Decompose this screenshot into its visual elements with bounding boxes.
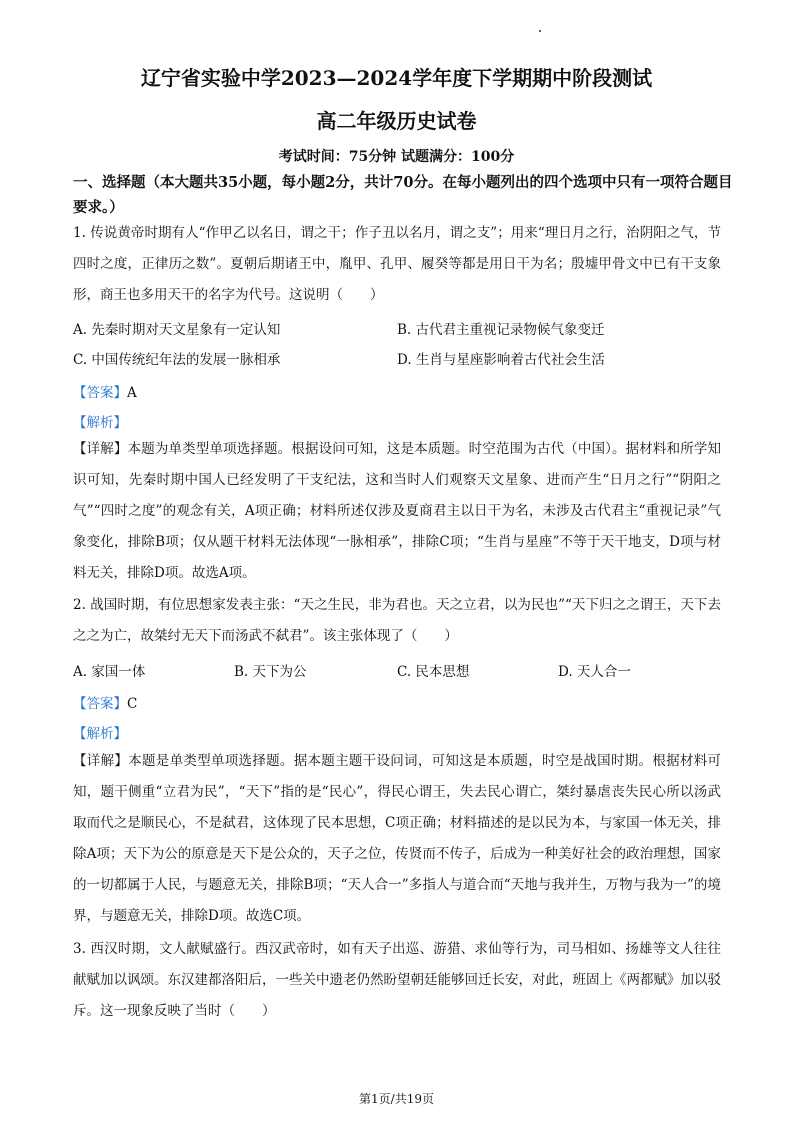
detail-tag: 【详解】: [73, 441, 128, 457]
question-1-stem: 1. 传说黄帝时期有人“作甲乙以名日，谓之干；作子丑以名月，谓之支”；用来“理日月之行，治阴阳之气，节四时之度，正律历之数”。夏朝后期诸王中，胤甲、孔甲、履癸等都是用日干为名；殷墟甲骨文中已有干支象形，商王也多用天干的名字为代号。这说明（ ）: [73, 225, 721, 303]
page-number: 第1页/共19页: [359, 1092, 434, 1106]
question-1-detail: [73, 434, 721, 589]
detail-text: 本题是单类型单项选择题。据本题主题干设问词，可知这是本质题，时空是战国时期。根据材料可知，题干侧重“立君为民”，“天下”指的是“民心”，得民心谓王，失去民心谓亡，桀纣暴虐丧失民心所以汤武取而代之是顺民心，不是弑君，这体现了民本思想，C项正确；材料描述的是以民为本，与家国一体无关，排除A项；天下为公的原意是天下是公众的，天子之位，传贤而不传子，后成为一种美好社会的政治理想，国家的一切都属于人民，与题意无关，排除B项；“天人合一”多指人与道合而“天地与我并生，万物与我为一”的境界，与题意无关，排除D项。故选C项。: [73, 753, 722, 924]
question-2-analysis: [73, 722, 127, 742]
answer-tag: 【答案】: [73, 385, 127, 401]
answer-value: A: [127, 385, 137, 401]
question-2-stem: 2. 战国时期，有位思想家发表主张：“天之生民，非为君也。天之立君，以为民也”“天下归之之谓王，天下去之之为亡，故桀纣无天下而汤武不弑君”。该主张体现了（ ）: [73, 597, 721, 644]
question-1-analysis: [73, 411, 127, 431]
question-1-answer: [73, 381, 137, 401]
question-1-option-d: D. 生肖与星座影响着古代社会生活: [397, 352, 605, 368]
exam-subtitle: 高二年级历史试卷: [316, 109, 477, 133]
analysis-tag: 【解析】: [73, 415, 127, 431]
question-2-option-d: D. 天人合一: [558, 664, 631, 680]
detail-tag: 【详解】: [73, 753, 129, 769]
answer-value: C: [127, 696, 138, 712]
question-1-option-b: B. 古代君主重视记录物候气象变迁: [397, 322, 605, 338]
question-2-answer: [73, 692, 137, 712]
question-1-option-a: A. 先秦时期对天文星象有一定认知: [73, 322, 281, 338]
answer-tag: 【答案】: [73, 696, 127, 712]
scan-dot: [539, 30, 541, 32]
question-2-option-b: B. 天下为公: [234, 664, 307, 680]
exam-title: 辽宁省实验中学2023—2024学年度下学期期中阶段测试: [140, 66, 653, 90]
question-2-option-a: A. 家国一体: [73, 664, 146, 680]
analysis-tag: 【解析】: [73, 726, 127, 742]
question-2-option-c: C. 民本思想: [397, 664, 470, 680]
question-1-option-c: C. 中国传统纪年法的发展一脉相承: [73, 352, 281, 368]
question-2-detail: [73, 746, 721, 932]
question-3-stem: 3. 西汉时期，文人献赋盛行。西汉武帝时，如有天子出巡、游猎、求仙等行为，司马相如、扬雄等文人往往献赋加以讽颂。东汉建都洛阳后，一些关中遗老仍然盼望朝廷能够回迁长安，对此，班固上《两都赋》加以驳斥。这一现象反映了当时（ ）: [73, 941, 721, 1019]
exam-info: 考试时间：75分钟 试题满分：100分: [278, 149, 515, 165]
section-heading: 一、选择题（本大题共35小题，每小题2分，共计70分。在每小题列出的四个选项中只有一项符合题目要求。）: [73, 174, 733, 216]
detail-text: 本题为单类型单项选择题。根据设问可知，这是本质题。时空范围为古代（中国）。据材料和所学知识可知，先秦时期中国人已经发明了干支纪法，这和当时人们观察天文星象、进而产生“日月之行”“阴阳之气”“四时之度”的观念有关，A项正确；材料所述仅涉及夏商君主以日干为名，未涉及古代君主“重视记录”气象变化，排除B项；仅从题干材料无法体现“一脉相承”，排除C项；“生肖与星座”不等于天干地支，D项与材料无关，排除D项。故选A项。: [73, 441, 722, 581]
